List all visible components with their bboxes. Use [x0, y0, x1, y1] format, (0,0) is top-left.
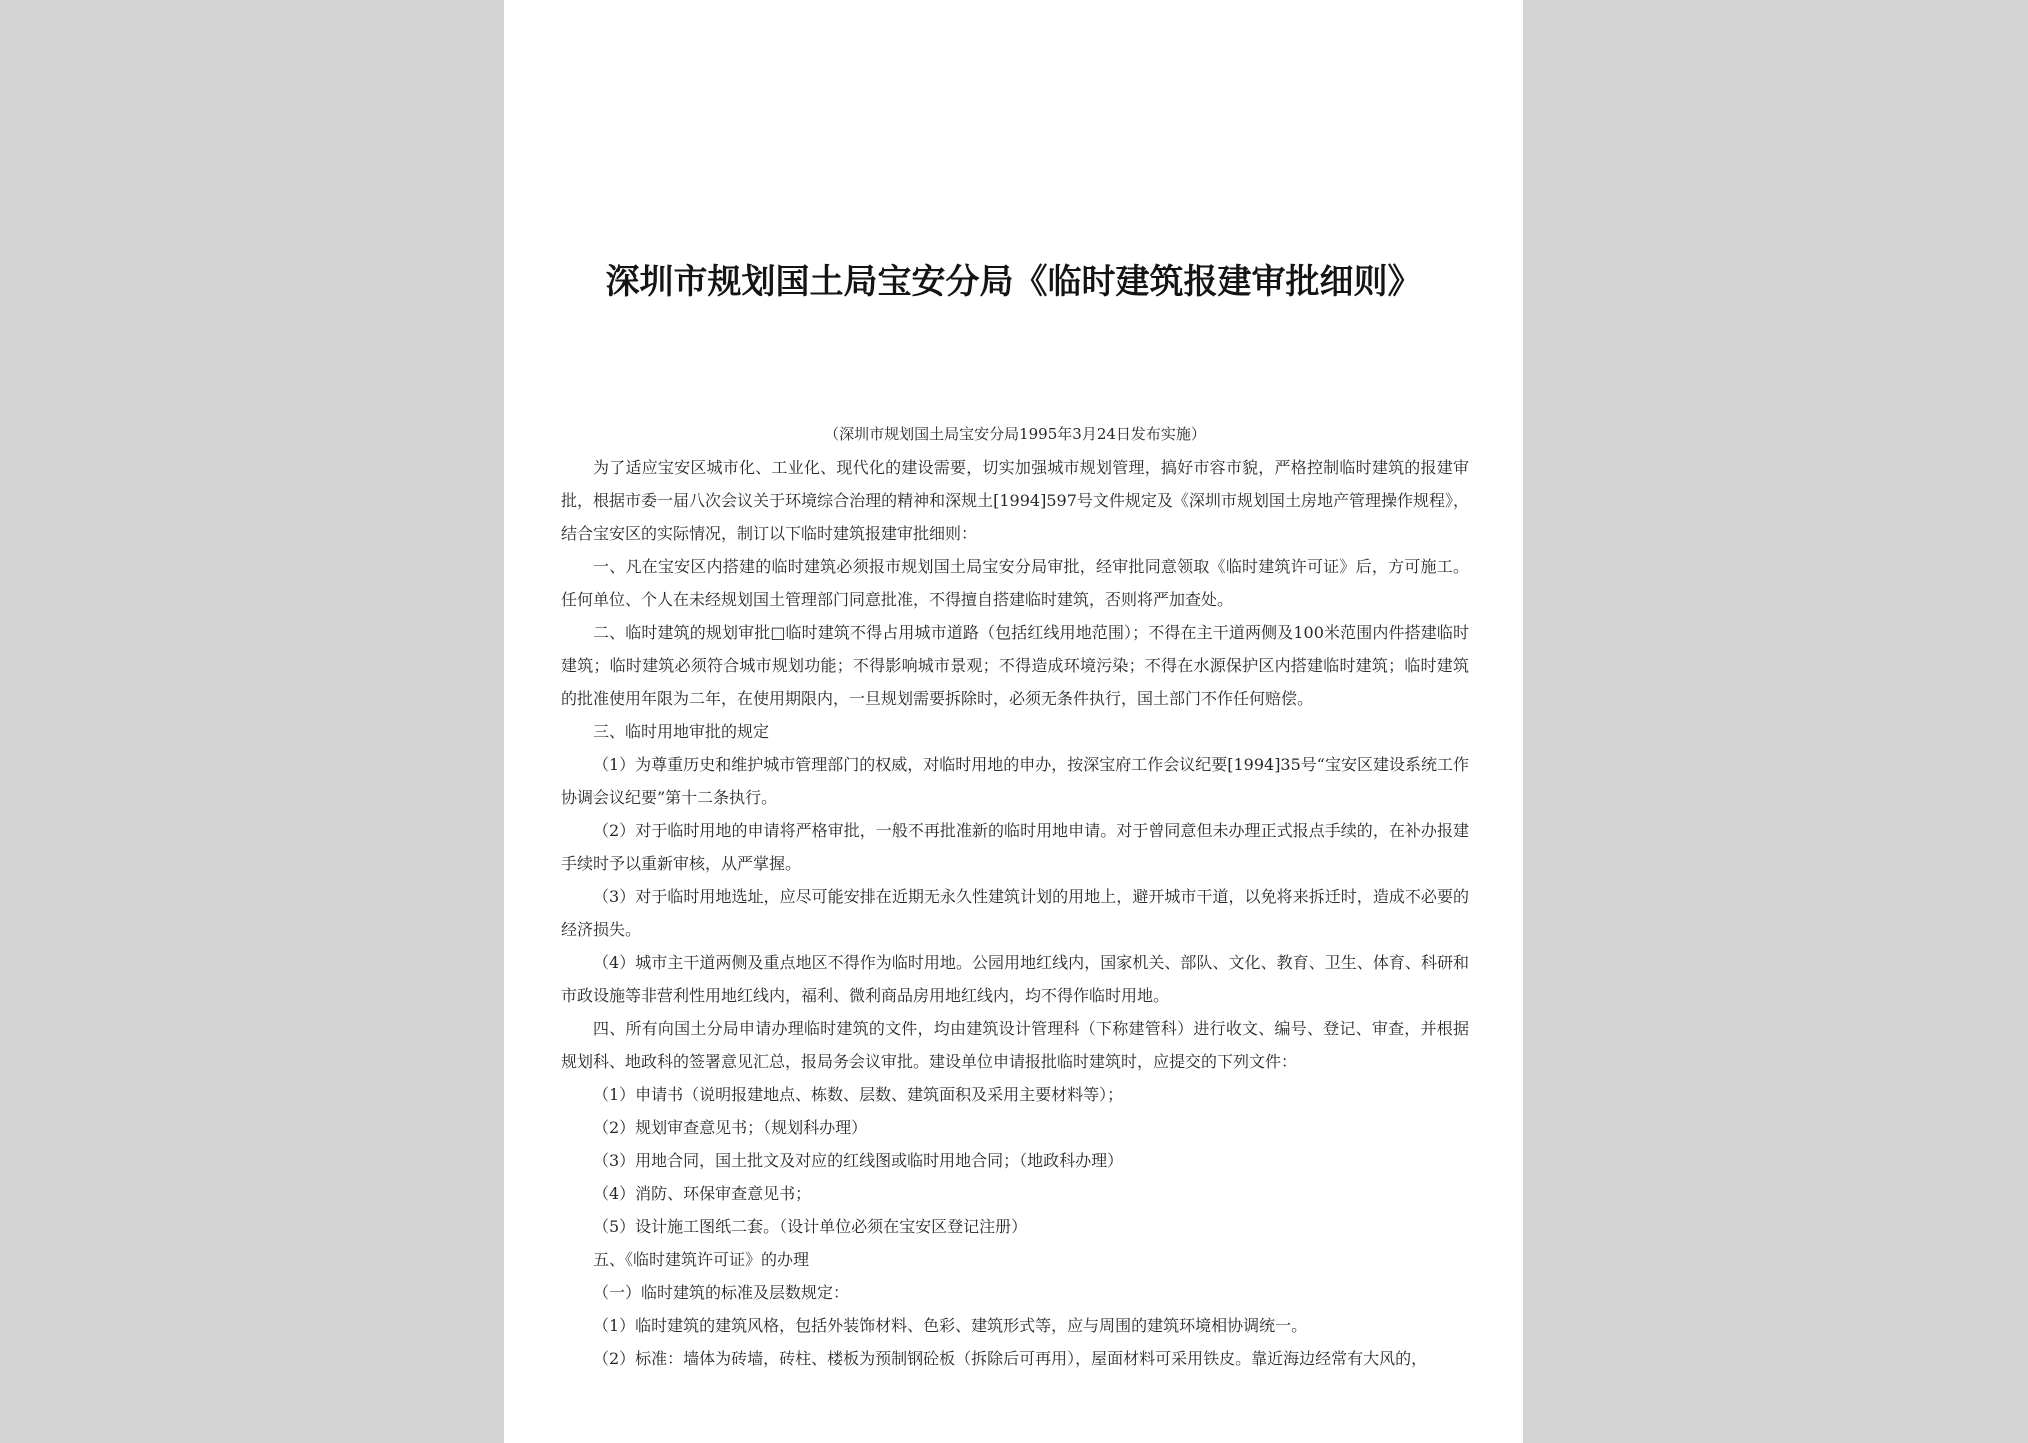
document-subtitle: （深圳市规划国土局宝安分局1995年3月24日发布实施） [824, 425, 1206, 443]
paragraph: （1）申请书（说明报建地点、栋数、层数、建筑面积及采用主要材料等）； [593, 1085, 1124, 1104]
paragraph: （5）设计施工图纸二套。（设计单位必须在宝安区登记注册） [593, 1217, 1028, 1236]
document-title: 深圳市规划国土局宝安分局《临时建筑报建审批细则》 [605, 262, 1422, 302]
paragraph: （4）消防、环保审查意见书； [593, 1184, 812, 1203]
paragraph: （一）临时建筑的标准及层数规定： [593, 1283, 850, 1302]
paragraph: 五、《临时建筑许可证》的办理 [593, 1250, 810, 1269]
paragraph: （1）临时建筑的建筑风格，包括外装饰材料、色彩、建筑形式等，应与周围的建筑环境相协调统一。 [593, 1316, 1308, 1335]
paragraph: （2）标准：墙体为砖墙，砖柱、楼板为预制钢砼板（拆除后可再用），屋面材料可采用铁皮。靠近海边经常有大风的， [593, 1349, 1428, 1368]
document-body [561, 418, 1469, 1375]
paragraph: 一、凡在宝安区内搭建的临时建筑必须报市规划国土局宝安分局审批，经审批同意领取《临时建筑许可证》后，方可施工。任何单位、个人在未经规划国土管理部门同意批准，不得擅自搭建临时建筑，否则将严加查处。 [561, 557, 1469, 609]
paragraph: 二、临时建筑的规划审批□临时建筑不得占用城市道路（包括红线用地范围）；不得在主干道两侧及100米范围内件搭建临时建筑；临时建筑必须符合城市规划功能；不得影响城市景观；不得造成环境污染；不得在水源保护区内搭建临时建筑；临时建筑的批准使用年限为二年，在使用期限内，一旦规划需要拆除时，必须无条件执行，国土部门不作任何赔偿。 [561, 623, 1469, 708]
document-page [504, 0, 1523, 1443]
paragraph: （2）对于临时用地的申请将严格审批，一般不再批准新的临时用地申请。对于曾同意但未办理正式报点手续的，在补办报建手续时予以重新审核，从严掌握。 [561, 821, 1469, 873]
paragraph: （3）用地合同，国土批文及对应的红线图或临时用地合同；（地政科办理） [593, 1151, 1124, 1170]
paragraph: 为了适应宝安区城市化、工业化、现代化的建设需要，切实加强城市规划管理，搞好市容市貌，严格控制临时建筑的报建审批，根据市委一届八次会议关于环境综合治理的精神和深规土[1994]597号文件规定及《深圳市规划国土房地产管理操作规程》，结合宝安区的实际情况，制订以下临时建筑报建审批细则： [561, 458, 1469, 543]
paragraph: （3）对于临时用地选址，应尽可能安排在近期无永久性建筑计划的用地上，避开城市干道，以免将来拆迁时，造成不必要的经济损失。 [561, 887, 1469, 939]
paragraph: （1）为尊重历史和维护城市管理部门的权威，对临时用地的申办，按深宝府工作会议纪要[1994]35号“宝安区建设系统工作协调会议纪要”第十二条执行。 [561, 755, 1469, 807]
paragraph: （2）规划审查意见书；（规划科办理） [593, 1118, 868, 1137]
paragraph: 四、所有向国土分局申请办理临时建筑的文件，均由建筑设计管理科（下称建管科）进行收文、编号、登记、审查，并根据规划科、地政科的签署意见汇总，报局务会议审批。建设单位申请报批临时建筑时，应提交的下列文件： [561, 1019, 1469, 1071]
paragraph: 三、临时用地审批的规定 [593, 722, 770, 741]
paragraph: （4）城市主干道两侧及重点地区不得作为临时用地。公园用地红线内，国家机关、部队、文化、教育、卫生、体育、科研和市政设施等非营利性用地红线内，福利、微利商品房用地红线内，均不得作临时用地。 [561, 953, 1469, 1005]
